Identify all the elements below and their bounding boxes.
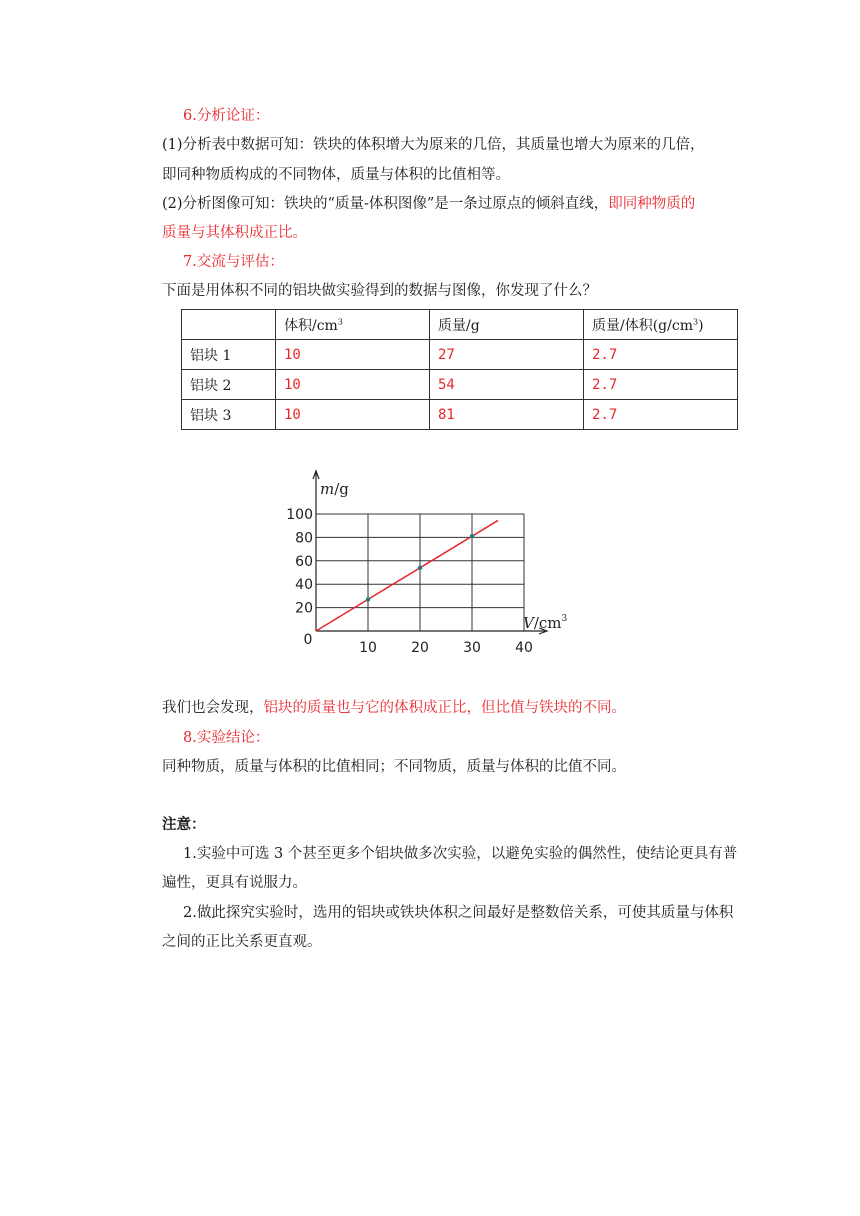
row-volume: 10 [276, 370, 430, 400]
section6-p1-line2: 即同种物质构成的不同物体，质量与体积的比值相等。 [162, 167, 510, 183]
header-ratio: 质量/体积(g/cm [592, 317, 693, 334]
x-tick-label: 20 [411, 640, 429, 656]
row-volume: 10 [276, 400, 430, 430]
origin-label: 0 [303, 632, 313, 648]
y-tick-label: 60 [295, 553, 313, 570]
row-ratio: 2.7 [584, 370, 738, 400]
section6-heading: 6.分析论证： [183, 108, 270, 124]
y-tick-label: 80 [295, 530, 313, 547]
row-mass: 54 [430, 370, 584, 400]
header-ratio-close: ) [698, 317, 704, 334]
x-tick-label: 40 [515, 640, 533, 656]
section8-text: 同种物质，质量与体积的比值相同；不同物质，质量与体积的比值不同。 [162, 759, 626, 775]
notes-title: 注意： [162, 816, 206, 833]
y-tick-label: 100 [286, 507, 313, 523]
header-volume-sup: 3 [337, 316, 343, 326]
row-mass: 81 [430, 400, 584, 430]
x-tick-label: 10 [359, 640, 377, 656]
section8-heading: 8.实验结论： [183, 730, 270, 746]
row-ratio: 2.7 [584, 340, 738, 370]
section6-p1-line1: (1)分析表中数据可知：铁块的体积增大为原来的几倍，其质量也增大为原来的几倍， [162, 137, 705, 153]
finding-black: 我们也会发现， [162, 700, 264, 716]
row-mass: 27 [430, 340, 584, 370]
note2-line2: 之间的正比关系更直观。 [162, 934, 322, 950]
header-ratio-sup: 3 [692, 316, 699, 326]
data-point [470, 534, 474, 538]
header-volume: 体积/cm [284, 317, 338, 334]
row-label: 铝块 1 [182, 340, 276, 370]
section7-heading: 7.交流与评估： [183, 254, 284, 270]
note1-line2: 遍性，更具有说服力。 [162, 875, 307, 891]
y-axis-label: m/g [320, 480, 349, 498]
table-header-cell: 质量/g [430, 310, 584, 340]
row-volume: 10 [276, 340, 430, 370]
section6-p2-black: (2)分析图像可知：铁块的“质量-体积图像”是一条过原点的倾斜直线， [162, 196, 609, 212]
y-tick-label: 20 [295, 600, 313, 617]
x-axis-label: $V/cm^3$ [523, 614, 568, 632]
data-point [418, 566, 422, 570]
data-point [366, 597, 370, 601]
section6-p2-line2: 质量与其体积成正比。 [162, 225, 307, 241]
y-tick-label: 40 [295, 577, 313, 594]
row-label: 铝块 3 [182, 400, 276, 430]
finding-red: 铝块的质量也与它的体积成正比，但比值与铁块的不同。 [263, 700, 626, 716]
note2-line1: 2.做此探究实验时，选用的铝块或铁块体积之间最好是整数倍关系，可使其质量与体积 [183, 905, 734, 921]
note1-line1: 1.实验中可选 3 个甚至更多个铝块做多次实验，以避免实验的偶然性，使结论更具有普 [183, 846, 738, 862]
finding-line [162, 698, 626, 718]
row-ratio: 2.7 [584, 400, 738, 430]
section6-p2-red: 即同种物质的 [608, 196, 696, 212]
x-tick-label: 30 [463, 640, 481, 656]
section7-intro: 下面是用体积不同的铝块做实验得到的数据与图像，你发现了什么？ [162, 283, 597, 299]
row-label: 铝块 2 [182, 370, 276, 400]
